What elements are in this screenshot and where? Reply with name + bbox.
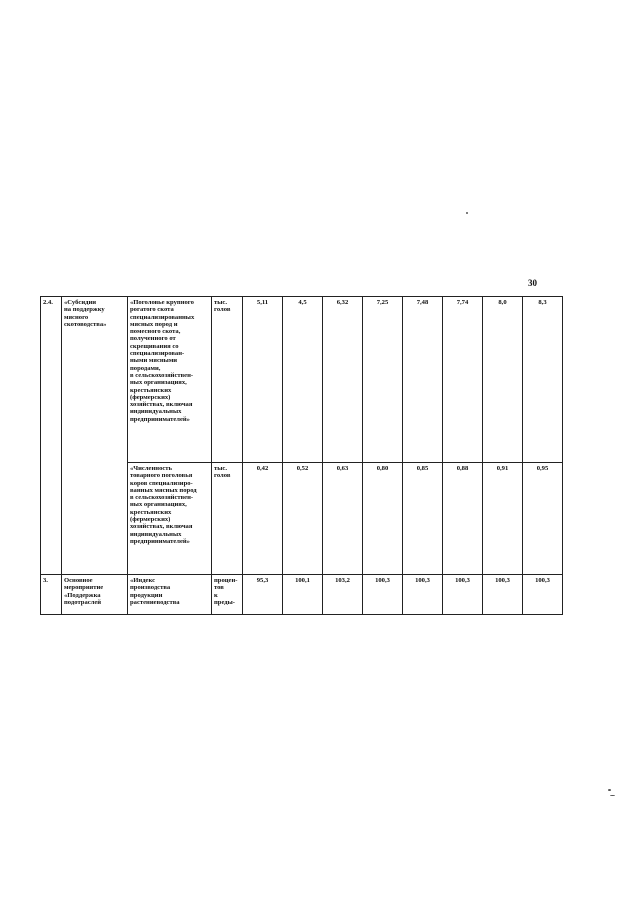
value-cell: 100,1: [283, 575, 323, 615]
value-cell: 0,95: [523, 463, 563, 575]
value-cell: 7,25: [363, 297, 403, 463]
page-number: 30: [528, 278, 537, 288]
indicators-table: [40, 296, 563, 615]
indicator-name: «Индекс производства продукции растениеводства: [128, 575, 212, 615]
unit-cell: тыс. голов: [212, 463, 243, 575]
value-cell: 8,0: [483, 297, 523, 463]
unit-cell: процен- тов к преды-: [212, 575, 243, 615]
value-cell: 0,42: [243, 463, 283, 575]
indicator-name: «Поголовье крупного рогатого скота специализированных мясных пород и помесного скота, полученного от скрещивания со специализирован- ными мясными породами, в сельскохозяйствен- ных организациях, крестьянских (фермерских) хозяйствах, включая индивидуальных предпринимателей»: [128, 297, 212, 463]
value-cell: 5,11: [243, 297, 283, 463]
table-row: [41, 297, 563, 463]
value-cell: 100,3: [363, 575, 403, 615]
value-cell: 0,52: [283, 463, 323, 575]
value-cell: 0,85: [403, 463, 443, 575]
value-cell: 100,3: [523, 575, 563, 615]
scan-speck: [610, 795, 615, 796]
value-cell: 6,32: [323, 297, 363, 463]
table-row: [41, 575, 563, 615]
value-cell: 0,63: [323, 463, 363, 575]
value-cell: 100,3: [403, 575, 443, 615]
value-cell: 7,48: [403, 297, 443, 463]
value-cell: 4,5: [283, 297, 323, 463]
value-cell: 95,3: [243, 575, 283, 615]
measure-name: «Субсидии на поддержку мясного скотоводства»: [62, 297, 128, 575]
value-cell: 0,88: [443, 463, 483, 575]
value-cell: 8,3: [523, 297, 563, 463]
scan-speck: [466, 212, 468, 214]
value-cell: 0,80: [363, 463, 403, 575]
row-code: 3.: [41, 575, 62, 615]
value-cell: 100,3: [443, 575, 483, 615]
row-code: 2.4.: [41, 297, 62, 575]
measure-name: Основное мероприятие «Поддержка подотраслей: [62, 575, 128, 615]
unit-cell: тыс. голов: [212, 297, 243, 463]
scan-speck: [608, 789, 611, 791]
value-cell: 100,3: [483, 575, 523, 615]
indicator-name: «Численность товарного поголовья коров специализиро- ванных мясных пород в сельскохозяйствен- ных организациях, крестьянских (фермерских) хозяйствах, включая индивидуальных предпринимателей»: [128, 463, 212, 575]
value-cell: 7,74: [443, 297, 483, 463]
value-cell: 103,2: [323, 575, 363, 615]
value-cell: 0,91: [483, 463, 523, 575]
